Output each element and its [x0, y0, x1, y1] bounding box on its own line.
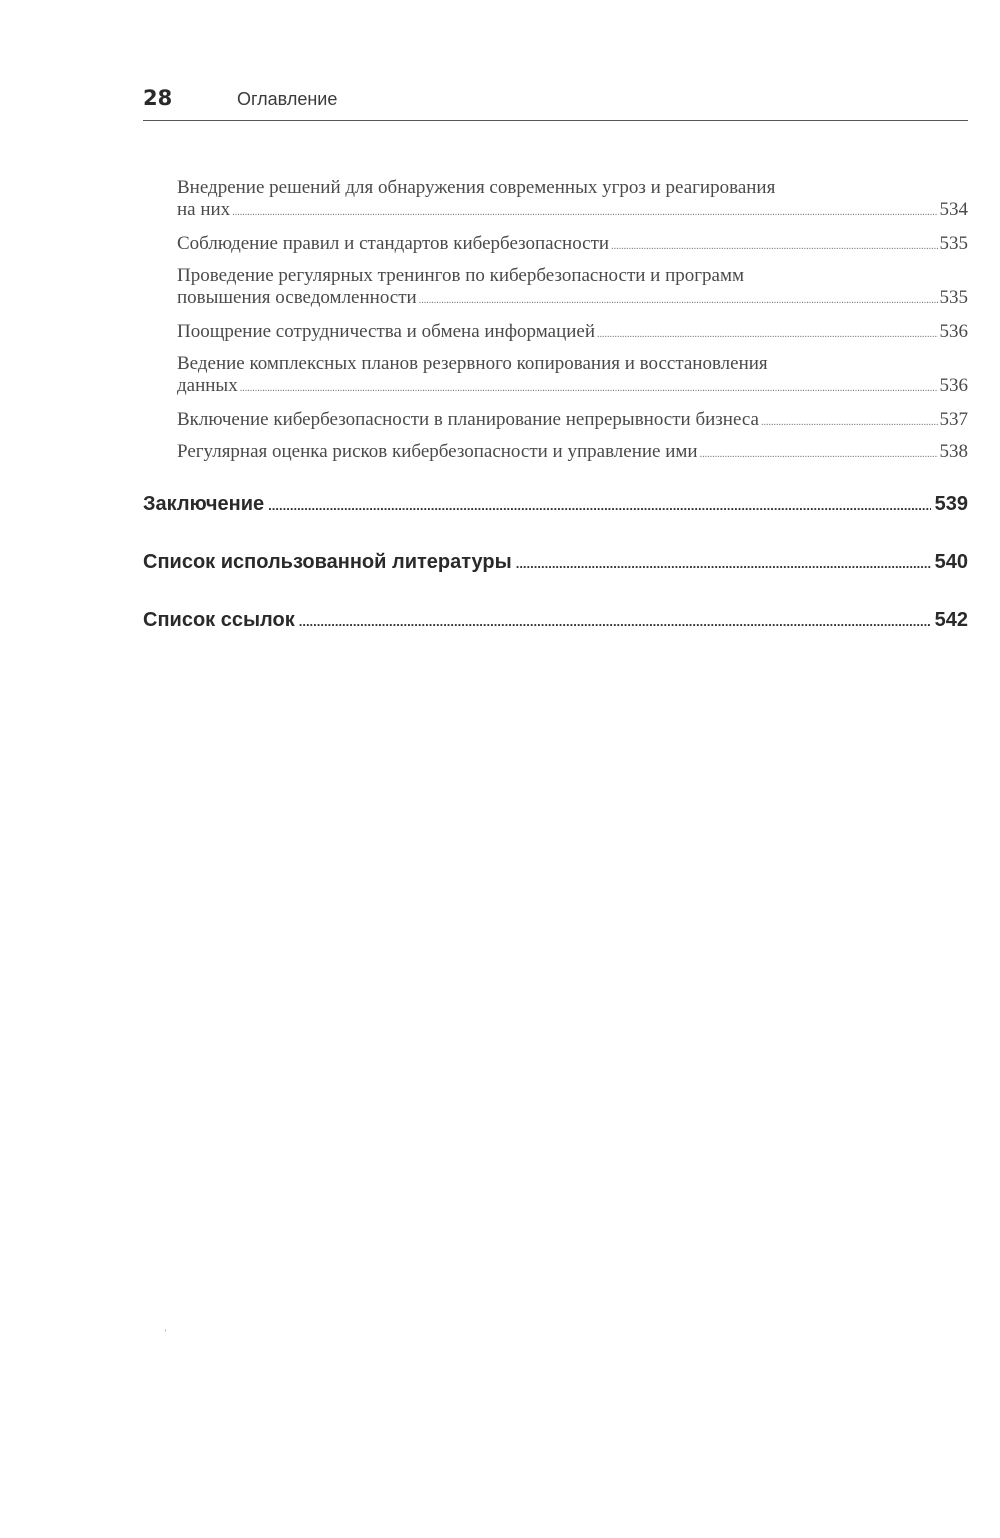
toc-page-number: 536 [939, 321, 968, 342]
toc-subentry[interactable] [177, 441, 968, 466]
dot-leader [611, 236, 937, 258]
toc-page-number: 537 [939, 409, 968, 430]
toc-main-entry-bibliography[interactable] [143, 548, 968, 578]
toc-subentry[interactable] [177, 233, 968, 258]
toc-page-number: 535 [939, 287, 968, 308]
toc-subentry[interactable] [177, 409, 968, 434]
dot-leader [232, 202, 937, 224]
toc-subentry[interactable] [177, 177, 968, 224]
toc-page-number: 542 [934, 609, 968, 631]
toc-page-number: 540 [934, 551, 968, 573]
toc-subentry-title-line2: повышения осведомленности [177, 287, 417, 308]
running-title: Оглавление [237, 89, 338, 109]
toc-subentry-title-line2: на них [177, 199, 231, 220]
dot-leader [597, 324, 937, 346]
toc-subentry-title: Регулярная оценка рисков кибербезопасности и управление ими [177, 441, 698, 462]
toc-subentry[interactable] [177, 265, 968, 312]
toc-main-entry-title: Заключение [143, 493, 265, 515]
dot-leader [268, 492, 930, 520]
scan-speck [165, 1329, 166, 1332]
page-number: 28 [143, 86, 173, 110]
toc-main-entry-title: Список ссылок [143, 609, 295, 631]
header-rule [143, 120, 968, 121]
toc-page-number: 534 [939, 199, 968, 220]
page-header [143, 84, 968, 122]
dot-leader [419, 290, 938, 312]
dot-leader [299, 608, 931, 636]
dot-leader [516, 550, 931, 578]
dot-leader [240, 378, 938, 400]
toc-subentry-title: Включение кибербезопасности в планирование непрерывности бизнеса [177, 409, 759, 430]
toc-subentry-title: Поощрение сотрудничества и обмена информацией [177, 321, 596, 342]
toc-subentry[interactable] [177, 353, 968, 400]
dot-leader [761, 412, 938, 434]
dot-leader [700, 444, 938, 466]
toc-subentry[interactable] [177, 321, 968, 346]
toc-subentry-title: Соблюдение правил и стандартов кибербезопасности [177, 233, 610, 254]
toc-main-entry-conclusion[interactable] [143, 490, 968, 520]
toc-page-number: 536 [939, 375, 968, 396]
toc-subentry-title-line1: Проведение регулярных тренингов по кибербезопасности и программ [177, 265, 745, 286]
toc-subentry-title-line1: Внедрение решений для обнаружения современных угроз и реагирования [177, 177, 776, 198]
toc-page-number: 538 [939, 441, 968, 462]
toc-subentry-title-line1: Ведение комплексных планов резервного копирования и восстановления [177, 353, 768, 374]
toc-subentry-title-line2: данных [177, 375, 238, 396]
toc-main-entry-references[interactable] [143, 606, 968, 636]
toc-page-number: 539 [934, 493, 968, 515]
toc-main-entry-title: Список использованной литературы [143, 551, 512, 573]
toc-page-number: 535 [939, 233, 968, 254]
